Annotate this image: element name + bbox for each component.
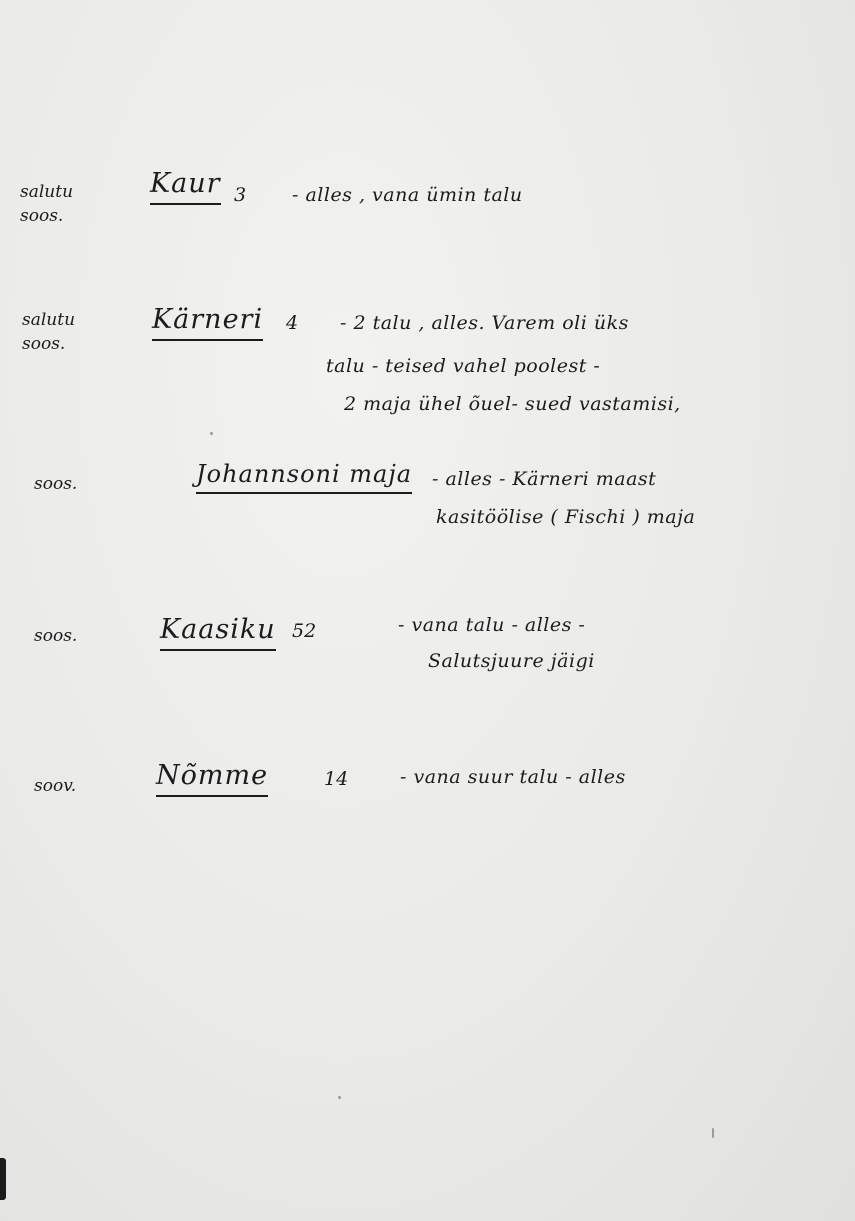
entry-line: - alles - Kärneri maast (432, 468, 657, 490)
entry-line: kasitöölise ( Fischi ) maja (436, 506, 696, 528)
place-number: 52 (292, 620, 317, 642)
place-number: 4 (286, 312, 299, 334)
entry-line: 2 maja ühel õuel- sued vastamisi, (344, 393, 681, 415)
scan-edge-mark (0, 1158, 6, 1200)
place-number: 3 (234, 184, 247, 206)
entry-line: - vana suur talu - alles (400, 766, 626, 788)
margin-note: soos. (34, 626, 78, 646)
entry-line: - 2 talu , alles. Varem oli üks (340, 312, 629, 334)
margin-note: salutu soos. (20, 182, 74, 226)
margin-note: salutu soos. (22, 310, 76, 354)
paper-speck (210, 432, 213, 435)
place-name: Johannsoni maja (196, 462, 412, 494)
place-name: Nõmme (156, 762, 268, 797)
place-name: Kaasiku (160, 616, 276, 651)
place-number: 14 (324, 768, 349, 790)
paper-speck (338, 1096, 341, 1099)
place-name: Kärneri (152, 306, 263, 341)
margin-note: soos. (34, 474, 78, 494)
place-name: Kaur (150, 170, 221, 205)
entry-line: Salutsjuure jäigi (428, 650, 595, 672)
entry-line: talu - teised vahel poolest - (326, 355, 601, 377)
entry-line: - vana talu - alles - (398, 614, 586, 636)
margin-note: soov. (34, 776, 77, 796)
paper-speck (712, 1128, 714, 1138)
entry-line: - alles , vana ümin talu (292, 184, 523, 206)
